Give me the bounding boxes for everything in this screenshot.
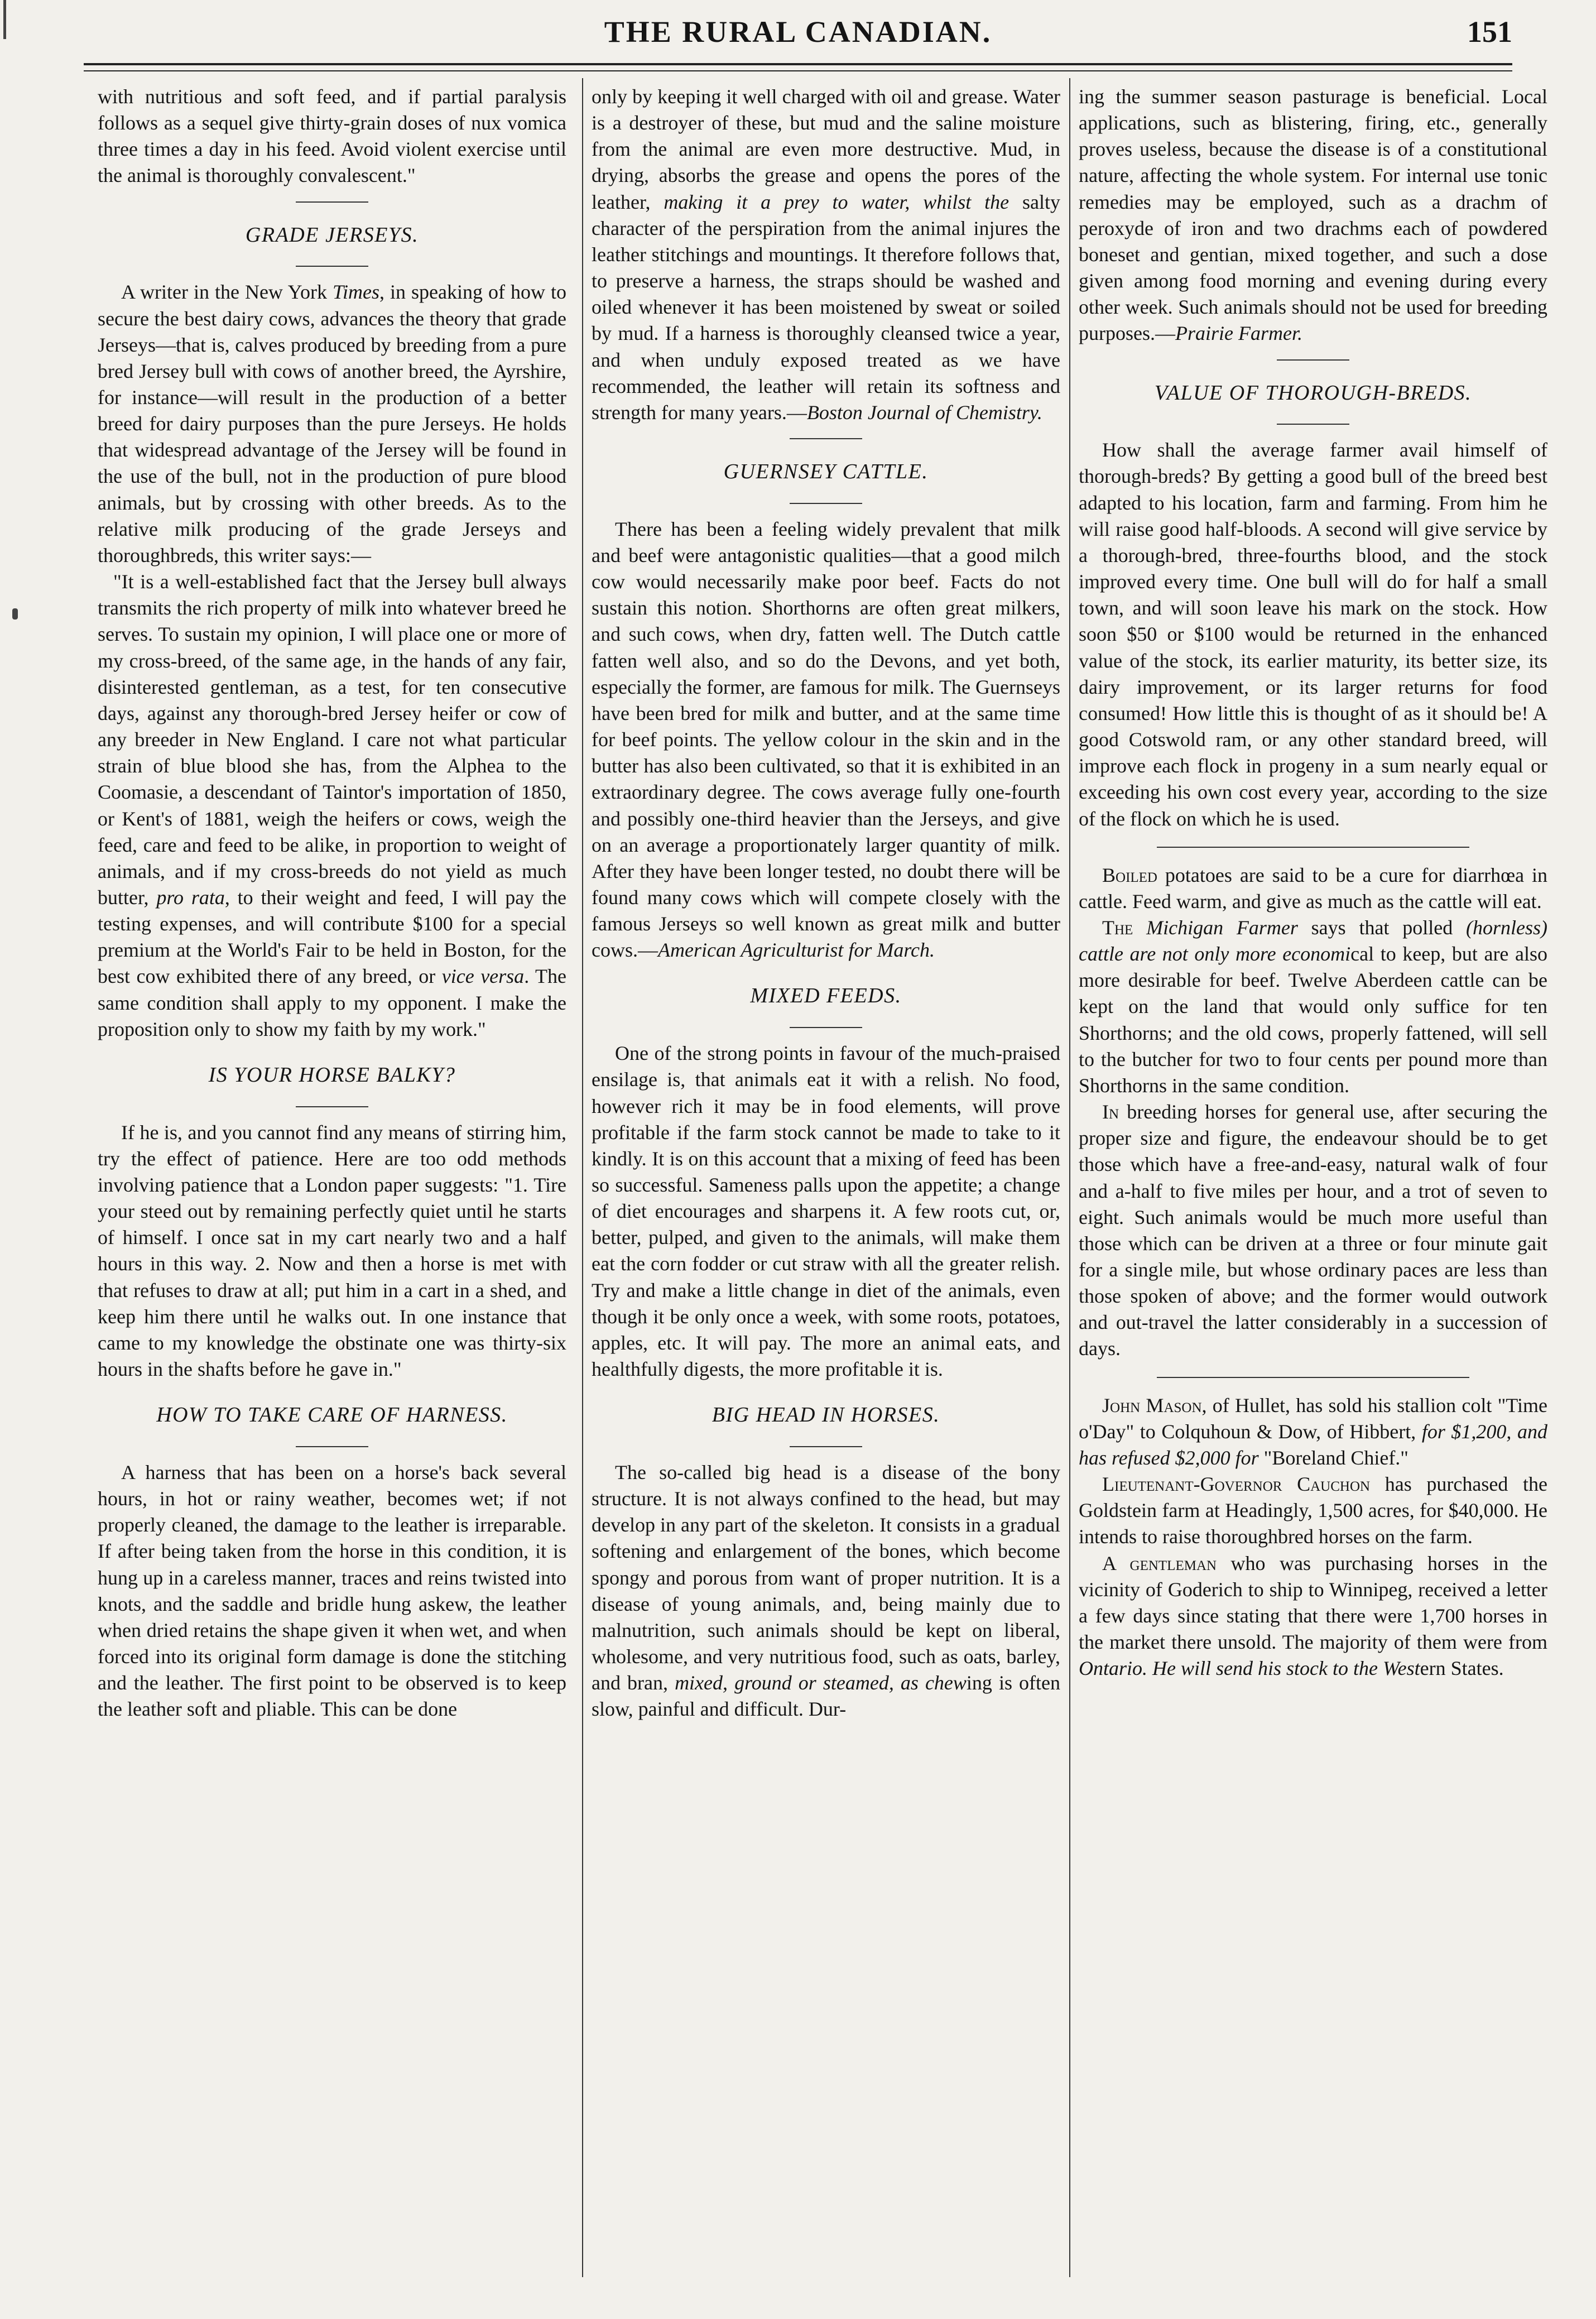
header-rule-thick — [84, 63, 1512, 65]
guernsey-cattle-paragraph: There has been a feeling widely prevalent that milk and beef were antagonistic qualities—that a good milch cow would necessarily make poor beef. Facts do not sustain this notion. Shorthorns are often great milkers, and such cows, when dry, fatten well. The Dutch cattle fatten well also, and so do the Devons, and yet both, especially the former, are famous for milk. The Guernseys have been bred for milk and butter, and at the same time for beef points. The yellow colour in the skin and in the butter has also been cultivated, so that it is exhibited in an extraordinary degree. The cows average fully one-fourth and possibly one-third heavier than the Jerseys, and give on an average a proportionately larger quantity of milk. After they have been longer tested, no doubt there will be found many cows which will compete closely with the famous Jerseys so well known as great milk and butter cows.—American Agriculturist for March. — [592, 517, 1060, 962]
separator-rule — [296, 1446, 368, 1447]
big-head-continuation: ing the summer season pasturage is beneficial. Local applications, such as blistering, firing, etc., generally proves useless, because the disease is of a constitutional nature, affecting the whole system. For internal use tonic remedies may be employed, such as a drachm of peroxyde of iron and two drachms each of powdered boneset and gentian, mixed together, and such a dose given among food morning and evening during every other week. Such animals should not be used for breeding purposes.—Prairie Farmer. — [1079, 85, 1547, 345]
column-divider — [582, 78, 583, 2277]
separator-rule — [790, 1027, 862, 1028]
separator-rule — [1157, 1377, 1469, 1378]
grade-jerseys-paragraph: A writer in the New York Times, in speaking of how to secure the best dairy cows, advances the theory that grade Jerseys—that is, calves produced by breeding from a pure bred Jersey bull with cows of another breed, the Ayrshire, for instance—will result in the production of a better breed for dairy purposes than the pure Jerseys. He holds that widespread advantage of the Jersey will be found in the use of the bull, not in the production of pure blood animals, but by crossing with other breeds. As to the relative milk producing of the grade Jerseys and thoroughbreds, this writer says:— — [98, 281, 566, 566]
scan-edge-mark — [3, 0, 6, 39]
separator-rule — [1277, 359, 1349, 361]
headline-grade-jerseys: GRADE JERSEYS. — [245, 223, 419, 247]
separator-rule — [790, 1446, 862, 1447]
boiled-potatoes-item: Boiled potatoes are said to be a cure for diarrhœa in cattle. Feed warm, and give as much as the cattle will eat. — [1079, 863, 1547, 913]
header-rule-thin — [84, 70, 1512, 71]
separator-rule — [296, 1106, 368, 1107]
separator-rule — [1157, 847, 1469, 848]
grade-jerseys-quote: "It is a well-established fact that the Jersey bull always transmits the rich property of milk into whatever breed he serves. To sustain my opinion, I will place one or more of my cross-breed, of the same age, in the hands of any fair, disinterested gentleman, as a test, for ten consecutive days, against any thorough-bred Jersey heifer or cow of any breeder in New England. I care not what particular strain of blue blood she has, from the Alphea to the Coomasie, a descendant of Taintor's importation of 1850, or Kent's of 1881, weigh the heifers or cows, weigh the feed, care and feed to be alike, in proportion to weight of animals, and if my cross-breeds do not yield as much butter, pro rata, to their weight and feed, I will pay the testing expenses, and will contribute $100 for a special premium at the World's Fair to be held in Boston, for the best cow exhibited there of any breed, or vice versa. The same condition shall apply to my opponent. I make the proposition only to show my faith by my work." — [98, 570, 566, 1040]
harness-continuation: only by keeping it well charged with oil and grease. Water is a destroyer of these, but mud and the saline moisture from the animal are even more destructive. Mud, in drying, absorbs the grease and opens the pores of the leather, making it a prey to water, whilst the salty character of the perspiration from the animal injures the leather stitchings and mountings. It therefore follows that, to preserve a harness, the straps should be washed and oiled whenever it has been moistened by sweat or soiled by mud. If a harness is thoroughly cleansed twice a year, and when unduly exposed treated as we have recommended, the leather will retain its softness and strength for many years.—Boston Journal of Chemistry. — [592, 85, 1060, 424]
headline-care-of-harness: HOW TO TAKE CARE OF HARNESS. — [156, 1403, 508, 1427]
thorough-breds-paragraph: How shall the average farmer avail himself of thorough-breds? By getting a good bull of the breed best adapted to his location, farm and farming. From him he will raise good half-bloods. A second will give service by a thorough-bred, three-fourths blood, and the stock improved every time. One bull will do for half a small town, and will soon leave his mark on the stock. How soon $50 or $100 would be returned in the enhanced value of the stock, its earlier maturity, its better size, its dairy improvement, or its larger returns for food consumed! How little this is thought of as it should be! A good Cotswold ram, or any other standard breed, will improve each flock in progeny in a sum nearly equal or exceeding his own cost every year, according to the size of the flock on which he is used. — [1079, 439, 1547, 830]
cauchon-item: Lieutenant-Governor Cauchon has purchased the Goldstein farm at Headingly, 1,500 acres, for $40,000. He intends to raise thoroughbred horses on the farm. — [1079, 1473, 1547, 1548]
separator-rule — [296, 201, 368, 203]
article-continuation: with nutritious and soft feed, and if partial paralysis follows as a sequel give thirty-grain doses of nux vomica three times a day in his feed. Avoid violent exercise until the animal is thoroughly convalescent." — [98, 85, 566, 187]
column-2 — [592, 84, 1060, 2272]
horse-balky-paragraph: If he is, and you cannot find any means of stirring him, try the effect of patience. Here are too odd methods involving patience that a London paper suggests: "1. Tire your steed out by remaining perfectly quiet until he starts of himself. I once sat in my cart nearly two and a half hours in this way. 2. Now and then a horse is met with that refuses to draw at all; put him in a cart in a shed, and keep him there until he walks out. In one instance that came to my knowledge the obstinate one was thirty-six hours in the shafts before he gave in." — [98, 1121, 566, 1381]
separator-rule — [1277, 424, 1349, 425]
page-number: 151 — [1467, 15, 1512, 49]
separator-rule — [790, 438, 862, 439]
gentleman-item: A gentleman who was purchasing horses in the vicinity of Goderich to ship to Winnipeg, received a letter a few days since stating that there were 1,700 horses in the market there unsold. The majority of them were from Ontario. He will send his stock to the Western States. — [1079, 1552, 1547, 1680]
headline-guernsey-cattle: GUERNSEY CATTLE. — [723, 460, 929, 484]
page-header — [84, 10, 1512, 60]
scan-edge-mark — [12, 608, 18, 620]
masthead-title: THE RURAL CANADIAN. — [604, 15, 992, 49]
separator-rule — [296, 266, 368, 267]
headline-horse-balky: IS YOUR HORSE BALKY? — [208, 1063, 456, 1087]
separator-rule — [790, 503, 862, 504]
michigan-farmer-item: The Michigan Farmer says that polled (hornless) cattle are not only more economical to keep, but are also more desirable for beef. Twelve Aberdeen cattle can be kept on the land that would only suffice for ten Shorthorns; and the old cows, properly fattened, will sell to the butcher for two to four cents per pound more than Shorthorns in the same condition. — [1079, 916, 1547, 1097]
john-mason-item: John Mason, of Hullet, has sold his stallion colt "Time o'Day" to Colquhoun & Dow, of Hibbert, for $1,200, and has refused $2,000 for "Boreland Chief." — [1079, 1394, 1547, 1469]
big-head-paragraph: The so-called big head is a disease of the bony structure. It is not always confined to the head, but may develop in any part of the skeleton. It consists in a gradual softening and enlargement of the bones, which become spongy and porous from want of proper nutrition. It is a disease of young animals, and, being mainly due to malnutrition, such animals should be kept on liberal, wholesome, and very nutritious food, such as oats, barley, and bran, mixed, ground or steamed, as chewing is often slow, painful and difficult. Dur- — [592, 1461, 1060, 1721]
mixed-feeds-paragraph: One of the strong points in favour of the much-praised ensilage is, that animals eat it with a relish. No food, however rich it may be in food elements, will prove profitable if the farm stock cannot be made to take to it kindly. It is on this account that a mixing of feed has been so successful. Sameness palls upon the appetite; a change of diet encourages and sharpens it. A few roots cut, or, better, pulped, and given to the animals, will make them eat the corn fodder or cut straw with all the greater relish. Try and make a little change in diet of the animals, even though it be only once a week, with some roots, potatoes, apples, etc. It will pay. The more an animal eats, and healthfully digests, the more profitable it is. — [592, 1042, 1060, 1381]
column-1 — [98, 84, 566, 2272]
column-divider — [1069, 78, 1070, 2277]
column-3 — [1079, 84, 1547, 2272]
breeding-horses-item: In breeding horses for general use, after securing the proper size and figure, the endeavour should be to get those which have a free-and-easy, natural walk of four and a-half to five miles per hour, and a trot of seven to eight. Such animals would be much more useful than those which can be driven at a three or four minute gait for a single mile, but whose ordinary paces are less than those spoken of above; and the former would outwork and out-travel the latter considerably in a succession of days. — [1079, 1101, 1547, 1360]
care-of-harness-paragraph: A harness that has been on a horse's back several hours, in hot or rainy weather, becomes wet; if not properly cleaned, the damage to the leather is irreparable. If after being taken from the horse in this condition, it is hung up in a careless manner, traces and reins twisted into knots, and the saddle and bridle hung askew, the leather when dried retains the shape given it when wet, and when forced into its original form damage is done the stitching and the leather. The first point to be observed is to keep the leather soft and pliable. This can be done — [98, 1461, 566, 1721]
headline-value-of-thorough-breds: VALUE OF THOROUGH-BREDS. — [1154, 381, 1472, 405]
headline-mixed-feeds: MIXED FEEDS. — [750, 984, 902, 1008]
headline-big-head-in-horses: BIG HEAD IN HORSES. — [712, 1403, 940, 1427]
